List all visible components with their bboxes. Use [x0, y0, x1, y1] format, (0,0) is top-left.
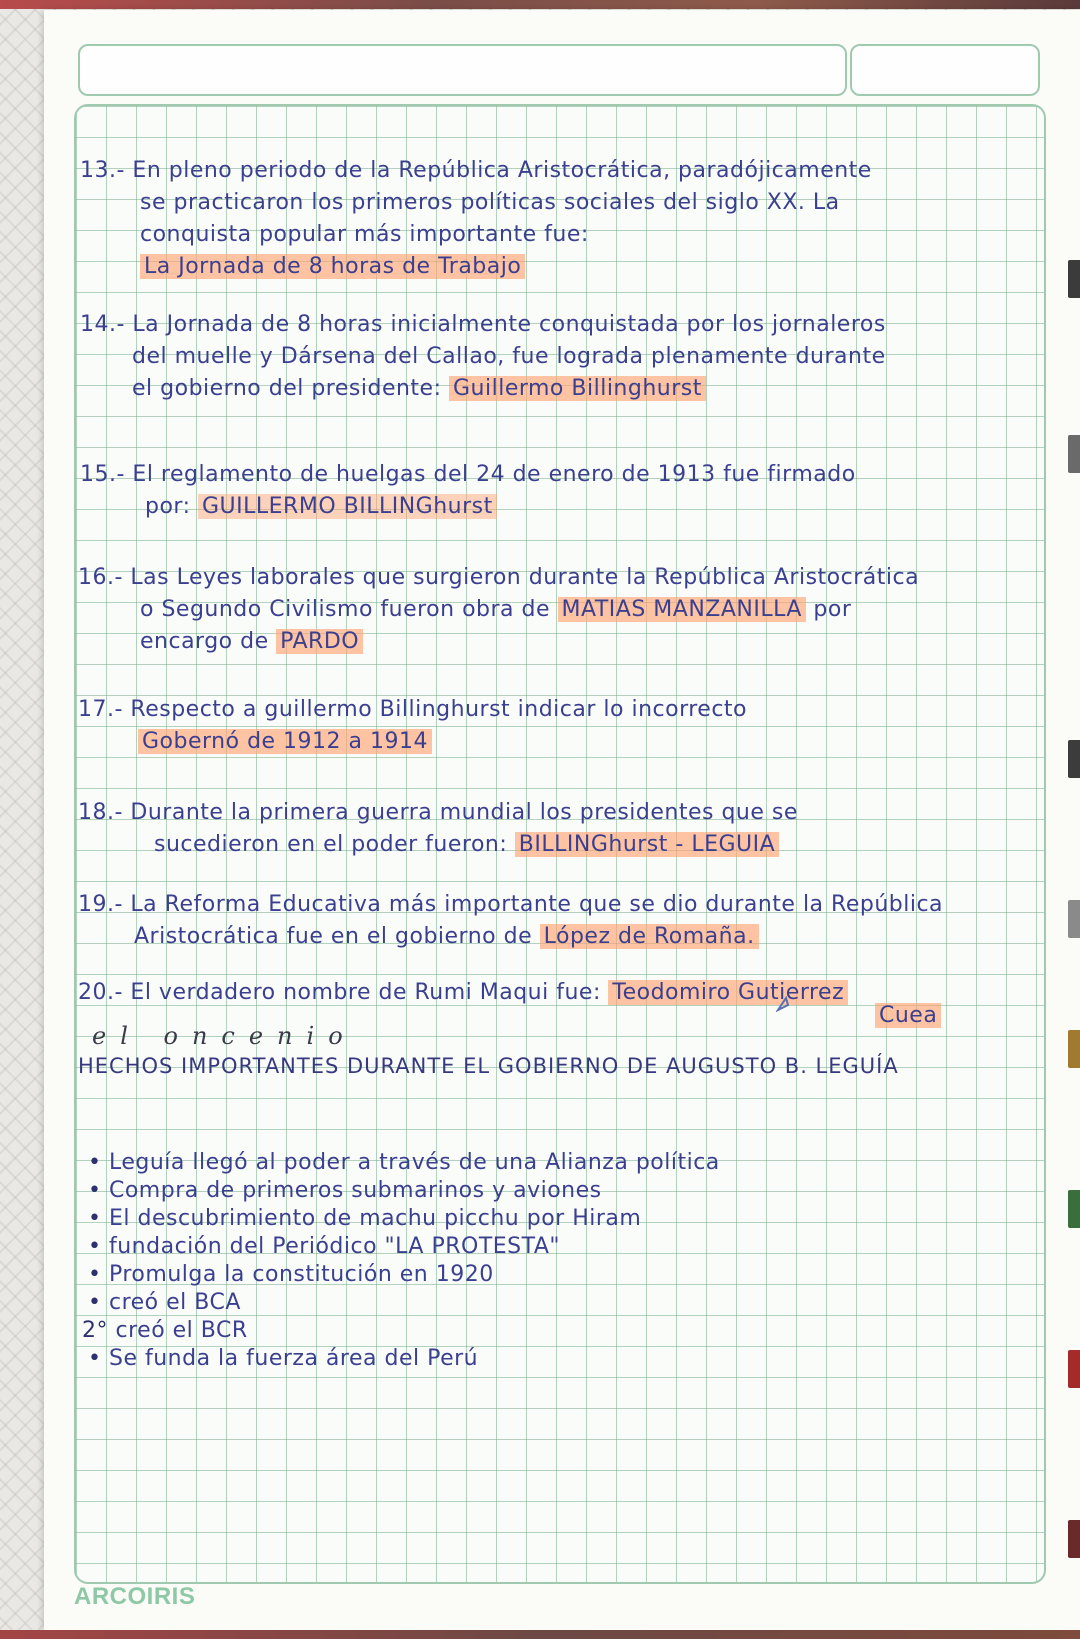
q18-line-1: 18.- Durante la primera guerra mundial los presidentes que se: [78, 800, 798, 825]
q13-line-2: se practicaron los primeros políticas sociales del siglo XX. La: [140, 190, 840, 215]
bullet-mark: •: [88, 1234, 102, 1259]
q15-line-2: por: GUILLERMO BILLINGhurst: [145, 494, 497, 519]
q13-answer: [140, 254, 525, 279]
q14-line-2: del muelle y Dársena del Callao, fue lograda plenamente durante: [132, 344, 886, 369]
page-tab: [1068, 900, 1080, 938]
page-tab: [1068, 740, 1080, 778]
q17-answer: [138, 729, 432, 754]
bullet-item: • fundación del Periódico "LA PROTESTA": [88, 1234, 561, 1259]
bullet-item: • Compra de primeros submarinos y aviones: [88, 1178, 602, 1203]
highlight: Cuea: [875, 1003, 941, 1028]
q18-line-2: sucedieron en el poder fueron: BILLINGhurst - LEGUIA: [154, 832, 779, 857]
header-box-title: [78, 44, 847, 96]
bullet-item: • Se funda la fuerza área del Perú: [88, 1346, 479, 1371]
bullet-mark: •: [88, 1290, 102, 1315]
q15-line-1: 15.- El reglamento de huelgas del 24 de enero de 1913 fue firmado: [80, 462, 856, 487]
top-edge: [0, 0, 1080, 9]
q19-line-2: Aristocrática fue en el gobierno de López de Romaña.: [134, 924, 759, 949]
highlight: La Jornada de 8 horas de Trabajo: [140, 254, 525, 279]
bullet-item: • Leguía llegó al poder a través de una Alianza política: [88, 1150, 720, 1175]
q16-line-1: 16.- Las Leyes laborales que surgieron durante la República Aristocrática: [78, 565, 920, 590]
bullet-item: • Promulga la constitución en 1920: [88, 1262, 494, 1287]
highlight: GUILLERMO BILLINGhurst: [198, 494, 497, 519]
highlight: MATIAS MANZANILLA: [558, 597, 806, 622]
page-tabs: [1068, 260, 1080, 1600]
q13-line-3: conquista popular más importante fue:: [140, 222, 589, 247]
bottom-edge: [0, 1630, 1080, 1639]
highlight: Guillermo Billinghurst: [449, 376, 706, 401]
highlight: Teodomiro Gutierrez: [608, 980, 848, 1005]
q16-line-2: o Segundo Civilismo fueron obra de MATIAS MANZANILLA por: [140, 597, 852, 622]
highlight: PARDO: [276, 629, 363, 654]
bullet-item: • creó el BCA: [88, 1290, 241, 1315]
q16-line-3: encargo de PARDO: [140, 629, 363, 654]
highlight: Gobernó de 1912 a 1914: [138, 729, 432, 754]
q20-line-2: [875, 1003, 941, 1028]
q14-line-1: 14.- La Jornada de 8 horas inicialmente conquistada por los jornaleros: [80, 312, 886, 337]
bullet-mark: •: [88, 1178, 102, 1203]
scribble-note: el oncenio: [92, 1022, 357, 1050]
bullet-item: • El descubrimiento de machu picchu por Hiram: [88, 1206, 642, 1231]
page-tab: [1068, 435, 1080, 473]
page-tab: [1068, 1350, 1080, 1388]
page-tab: [1068, 1030, 1080, 1068]
brand-logo: ARCOIRIS: [74, 1583, 196, 1610]
q20-line-1: 20.- El verdadero nombre de Rumi Maqui fue: Teodomiro Gutierrez: [78, 980, 848, 1005]
section-title: HECHOS IMPORTANTES DURANTE EL GOBIERNO DE AUGUSTO B. LEGUÍA: [78, 1054, 899, 1078]
highlight: López de Romaña.: [540, 924, 759, 949]
q19-line-1: 19.- La Reforma Educativa más importante que se dio durante la República: [78, 892, 944, 917]
bullet-item: 2° creó el BCR: [82, 1318, 248, 1343]
highlight: BILLINGhurst - LEGUIA: [515, 832, 779, 857]
header-box-date: [850, 44, 1040, 96]
page-tab: [1068, 260, 1080, 298]
bullet-mark: •: [88, 1346, 102, 1371]
page-tab: [1068, 1520, 1080, 1558]
pen-arrow-icon: [776, 996, 794, 1012]
page-tab: [1068, 1190, 1080, 1228]
bullet-mark: 2°: [82, 1318, 108, 1343]
bullet-mark: •: [88, 1262, 102, 1287]
q17-line-1: 17.- Respecto a guillermo Billinghurst indicar lo incorrecto: [78, 697, 748, 722]
q13-line-1: 13.- En pleno periodo de la República Aristocrática, paradójicamente: [80, 158, 872, 183]
q14-line-3: el gobierno del presidente: Guillermo Billinghurst: [132, 376, 706, 401]
bullet-mark: •: [88, 1206, 102, 1231]
bullet-mark: •: [88, 1150, 102, 1175]
